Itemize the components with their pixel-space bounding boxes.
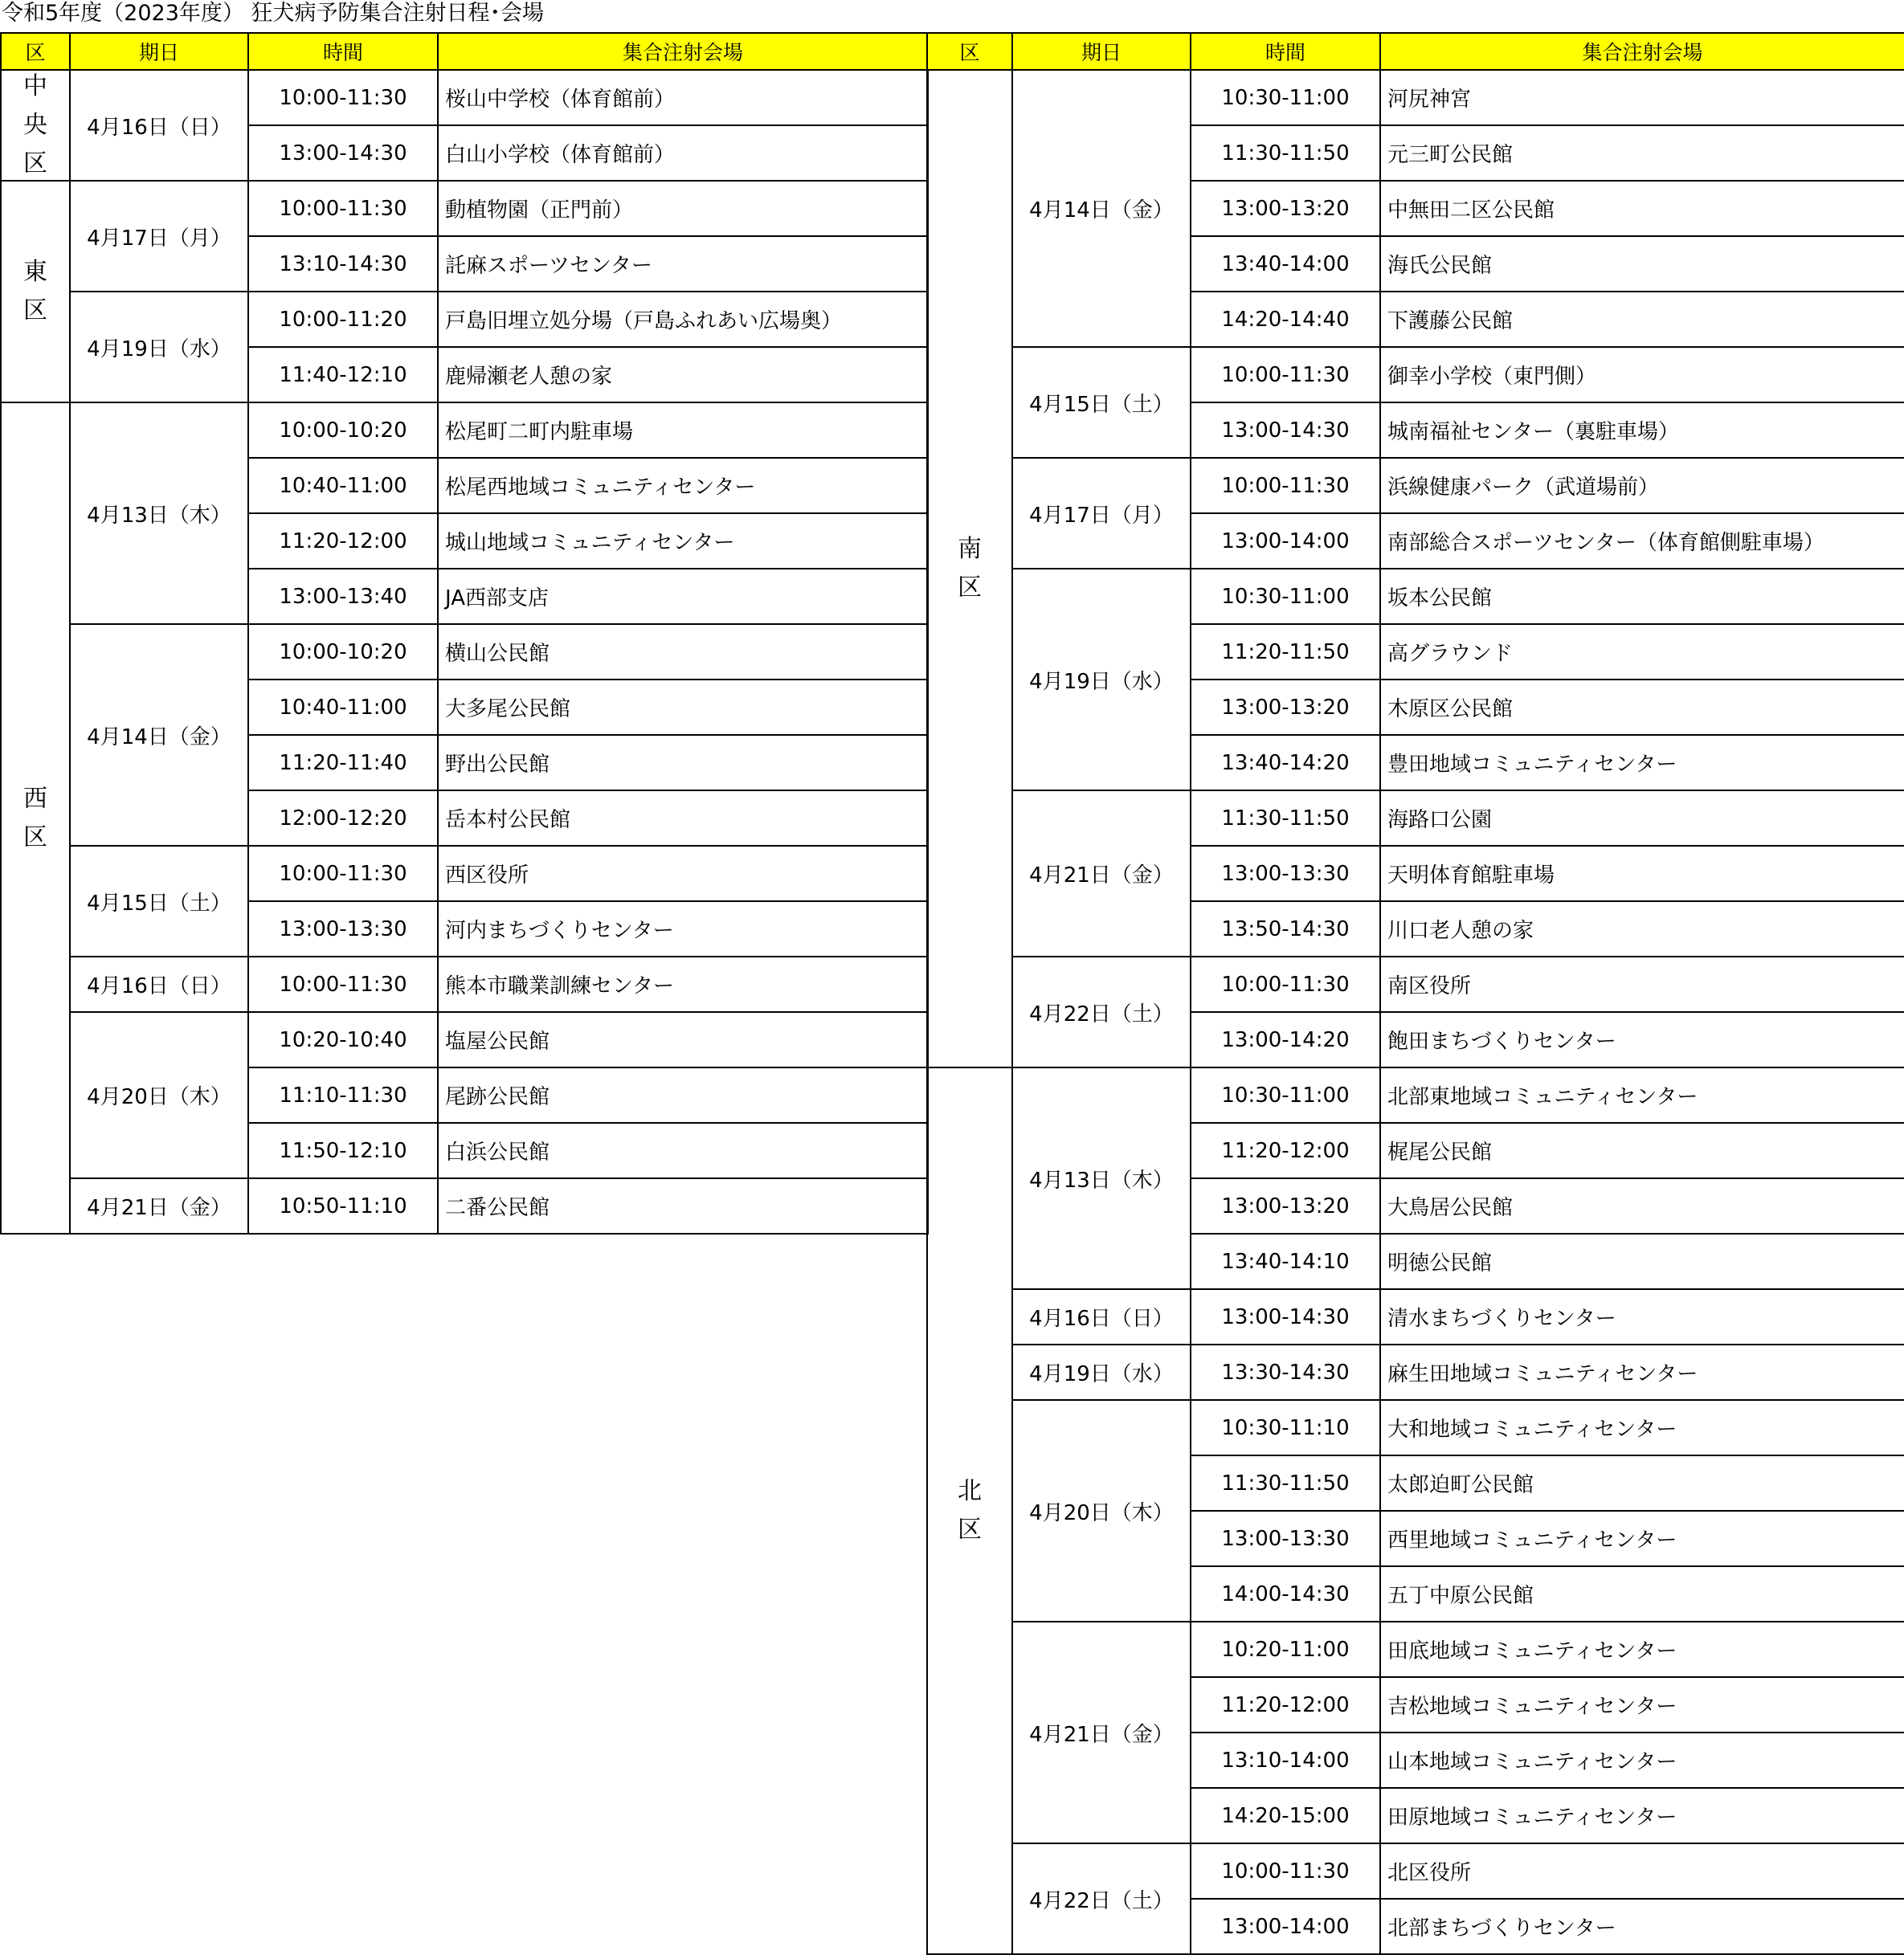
venue-cell: 浜線健康パーク（武道場前） [1379, 457, 1904, 514]
header-time: 時間 [1190, 32, 1381, 71]
time-cell: 11:30-11:50 [1190, 1455, 1381, 1512]
venue-cell: 坂本公民館 [1379, 568, 1904, 625]
venue-cell: 元三町公民館 [1379, 124, 1904, 182]
time-cell: 13:40-14:10 [1190, 1233, 1381, 1290]
venue-cell: 大多尾公民館 [437, 679, 929, 736]
header-ward: 区 [0, 32, 71, 71]
venue-cell: 横山公民館 [437, 623, 929, 680]
venue-cell: 西里地域コミュニティセンター [1379, 1510, 1904, 1567]
time-cell: 11:20-12:00 [1190, 1676, 1381, 1733]
venue-cell: 北区役所 [1379, 1843, 1904, 1900]
venue-cell: 白浜公民館 [437, 1122, 929, 1179]
venue-cell: 太郎迫町公民館 [1379, 1455, 1904, 1512]
time-cell: 13:00-13:20 [1190, 1177, 1381, 1235]
time-cell: 11:20-12:00 [247, 512, 439, 569]
time-cell: 10:00-11:30 [247, 956, 439, 1013]
time-cell: 13:00-14:30 [1190, 402, 1381, 459]
time-cell: 13:00-14:30 [247, 124, 439, 182]
time-cell: 10:00-11:30 [247, 845, 439, 902]
time-cell: 13:00-14:00 [1190, 1898, 1381, 1955]
date-cell: 4月19日（水） [1011, 1344, 1191, 1401]
time-cell: 11:30-11:50 [1190, 790, 1381, 847]
time-cell: 10:00-11:30 [247, 69, 439, 126]
time-cell: 11:20-12:00 [1190, 1122, 1381, 1179]
time-cell: 13:00-14:30 [1190, 1288, 1381, 1345]
time-cell: 10:30-11:10 [1190, 1399, 1381, 1456]
time-cell: 14:20-14:40 [1190, 291, 1381, 348]
date-cell: 4月22日（土） [1011, 956, 1191, 1068]
time-cell: 13:40-14:20 [1190, 734, 1381, 791]
time-cell: 10:20-10:40 [247, 1011, 439, 1068]
venue-cell: 明徳公民館 [1379, 1233, 1904, 1290]
venue-cell: 飽田まちづくりセンター [1379, 1011, 1904, 1068]
time-cell: 13:30-14:30 [1190, 1344, 1381, 1401]
time-cell: 13:00-13:30 [1190, 845, 1381, 902]
venue-cell: 河内まちづくりセンター [437, 900, 929, 957]
venue-cell: 五丁中原公民館 [1379, 1565, 1904, 1622]
venue-cell: 北部まちづくりセンター [1379, 1898, 1904, 1955]
date-cell: 4月19日（水） [1011, 568, 1191, 791]
header-ward: 区 [926, 32, 1013, 71]
venue-cell: 白山小学校（体育館前） [437, 124, 929, 182]
venue-cell: 木原区公民館 [1379, 679, 1904, 736]
venue-cell: 南区役所 [1379, 956, 1904, 1013]
date-cell: 4月15日（土） [1011, 346, 1191, 459]
header-date: 期日 [1011, 32, 1191, 71]
time-cell: 11:20-11:40 [247, 734, 439, 791]
venue-cell: 桜山中学校（体育館前） [437, 69, 929, 126]
venue-cell: 熊本市職業訓練センター [437, 956, 929, 1013]
page-title: 令和5年度（2023年度） 狂犬病予防集合注射日程･会場 [2, 1, 544, 26]
venue-cell: 南部総合スポーツセンター（体育館側駐車場） [1379, 512, 1904, 569]
venue-cell: 下護藤公民館 [1379, 291, 1904, 348]
venue-cell: 山本地域コミュニティセンター [1379, 1732, 1904, 1789]
venue-cell: 河尻神宮 [1379, 69, 1904, 126]
ward-cell: 北 区 [926, 1067, 1013, 1955]
venue-cell: 田原地域コミュニティセンター [1379, 1787, 1904, 1844]
time-cell: 10:40-11:00 [247, 457, 439, 514]
date-cell: 4月13日（木） [1011, 1067, 1191, 1290]
venue-cell: JA西部支店 [437, 568, 929, 625]
venue-cell: 梶尾公民館 [1379, 1122, 1904, 1179]
time-cell: 11:40-12:10 [247, 346, 439, 403]
time-cell: 13:50-14:30 [1190, 900, 1381, 957]
venue-cell: 城南福祉センター（裏駐車場） [1379, 402, 1904, 459]
time-cell: 13:10-14:30 [247, 235, 439, 292]
venue-cell: 二番公民館 [437, 1177, 929, 1235]
venue-cell: 大和地域コミュニティセンター [1379, 1399, 1904, 1456]
venue-cell: 吉松地域コミュニティセンター [1379, 1676, 1904, 1733]
time-cell: 13:00-13:40 [247, 568, 439, 625]
time-cell: 12:00-12:20 [247, 790, 439, 847]
venue-cell: 清水まちづくりセンター [1379, 1288, 1904, 1345]
ward-cell: 中 央 区 [0, 69, 71, 182]
venue-cell: 天明体育館駐車場 [1379, 845, 1904, 902]
date-cell: 4月14日（金） [1011, 69, 1191, 348]
time-cell: 10:00-11:30 [1190, 457, 1381, 514]
date-cell: 4月22日（土） [1011, 1843, 1191, 1955]
venue-cell: 大鳥居公民館 [1379, 1177, 1904, 1235]
time-cell: 13:40-14:00 [1190, 235, 1381, 292]
date-cell: 4月21日（金） [1011, 790, 1191, 957]
time-cell: 13:00-14:20 [1190, 1011, 1381, 1068]
time-cell: 10:40-11:00 [247, 679, 439, 736]
date-cell: 4月13日（木） [69, 402, 249, 625]
time-cell: 10:30-11:00 [1190, 568, 1381, 625]
date-cell: 4月14日（金） [69, 623, 249, 847]
time-cell: 10:00-11:30 [1190, 1843, 1381, 1900]
venue-cell: 田底地域コミュニティセンター [1379, 1621, 1904, 1678]
venue-cell: 託麻スポーツセンター [437, 235, 929, 292]
time-cell: 11:30-11:50 [1190, 124, 1381, 182]
date-cell: 4月20日（木） [1011, 1399, 1191, 1622]
date-cell: 4月21日（金） [69, 1177, 249, 1235]
venue-cell: 岳本村公民館 [437, 790, 929, 847]
time-cell: 10:00-10:20 [247, 623, 439, 680]
time-cell: 13:00-13:20 [1190, 180, 1381, 237]
header-venue: 集合注射会場 [1379, 32, 1904, 71]
time-cell: 10:20-11:00 [1190, 1621, 1381, 1678]
date-cell: 4月20日（木） [69, 1011, 249, 1179]
time-cell: 13:00-13:30 [1190, 1510, 1381, 1567]
venue-cell: 中無田二区公民館 [1379, 180, 1904, 237]
venue-cell: 豊田地域コミュニティセンター [1379, 734, 1904, 791]
venue-cell: 川口老人憩の家 [1379, 900, 1904, 957]
date-cell: 4月16日（日） [69, 69, 249, 182]
date-cell: 4月19日（水） [69, 291, 249, 403]
header-date: 期日 [69, 32, 249, 71]
header-venue: 集合注射会場 [437, 32, 929, 71]
venue-cell: 戸島旧埋立処分場（戸島ふれあい広場奥） [437, 291, 929, 348]
time-cell: 14:00-14:30 [1190, 1565, 1381, 1622]
venue-cell: 野出公民館 [437, 734, 929, 791]
header-time: 時間 [247, 32, 439, 71]
venue-cell: 西区役所 [437, 845, 929, 902]
venue-cell: 動植物園（正門前） [437, 180, 929, 237]
time-cell: 10:30-11:00 [1190, 69, 1381, 126]
time-cell: 10:00-11:20 [247, 291, 439, 348]
date-cell: 4月16日（日） [69, 956, 249, 1013]
venue-cell: 海路口公園 [1379, 790, 1904, 847]
date-cell: 4月21日（金） [1011, 1621, 1191, 1844]
venue-cell: 海氏公民館 [1379, 235, 1904, 292]
time-cell: 14:20-15:00 [1190, 1787, 1381, 1844]
venue-cell: 松尾西地域コミュニティセンター [437, 457, 929, 514]
time-cell: 10:50-11:10 [247, 1177, 439, 1235]
time-cell: 13:00-13:20 [1190, 679, 1381, 736]
ward-cell: 西 区 [0, 402, 71, 1235]
date-cell: 4月15日（土） [69, 845, 249, 957]
time-cell: 11:50-12:10 [247, 1122, 439, 1179]
venue-cell: 北部東地域コミュニティセンター [1379, 1067, 1904, 1124]
date-cell: 4月16日（日） [1011, 1288, 1191, 1345]
venue-cell: 塩屋公民館 [437, 1011, 929, 1068]
date-cell: 4月17日（月） [1011, 457, 1191, 569]
time-cell: 10:00-11:30 [1190, 346, 1381, 403]
time-cell: 13:00-13:30 [247, 900, 439, 957]
venue-cell: 城山地域コミュニティセンター [437, 512, 929, 569]
venue-cell: 尾跡公民館 [437, 1067, 929, 1124]
time-cell: 10:00-11:30 [1190, 956, 1381, 1013]
time-cell: 10:00-10:20 [247, 402, 439, 459]
time-cell: 11:10-11:30 [247, 1067, 439, 1124]
ward-cell: 東 区 [0, 180, 71, 403]
time-cell: 13:00-14:00 [1190, 512, 1381, 569]
time-cell: 10:30-11:00 [1190, 1067, 1381, 1124]
venue-cell: 松尾町二町内駐車場 [437, 402, 929, 459]
venue-cell: 御幸小学校（東門側） [1379, 346, 1904, 403]
time-cell: 10:00-11:30 [247, 180, 439, 237]
time-cell: 13:10-14:00 [1190, 1732, 1381, 1789]
time-cell: 11:20-11:50 [1190, 623, 1381, 680]
ward-cell: 南 区 [926, 69, 1013, 1068]
venue-cell: 高グラウンド [1379, 623, 1904, 680]
venue-cell: 麻生田地域コミュニティセンター [1379, 1344, 1904, 1401]
date-cell: 4月17日（月） [69, 180, 249, 292]
venue-cell: 鹿帰瀬老人憩の家 [437, 346, 929, 403]
